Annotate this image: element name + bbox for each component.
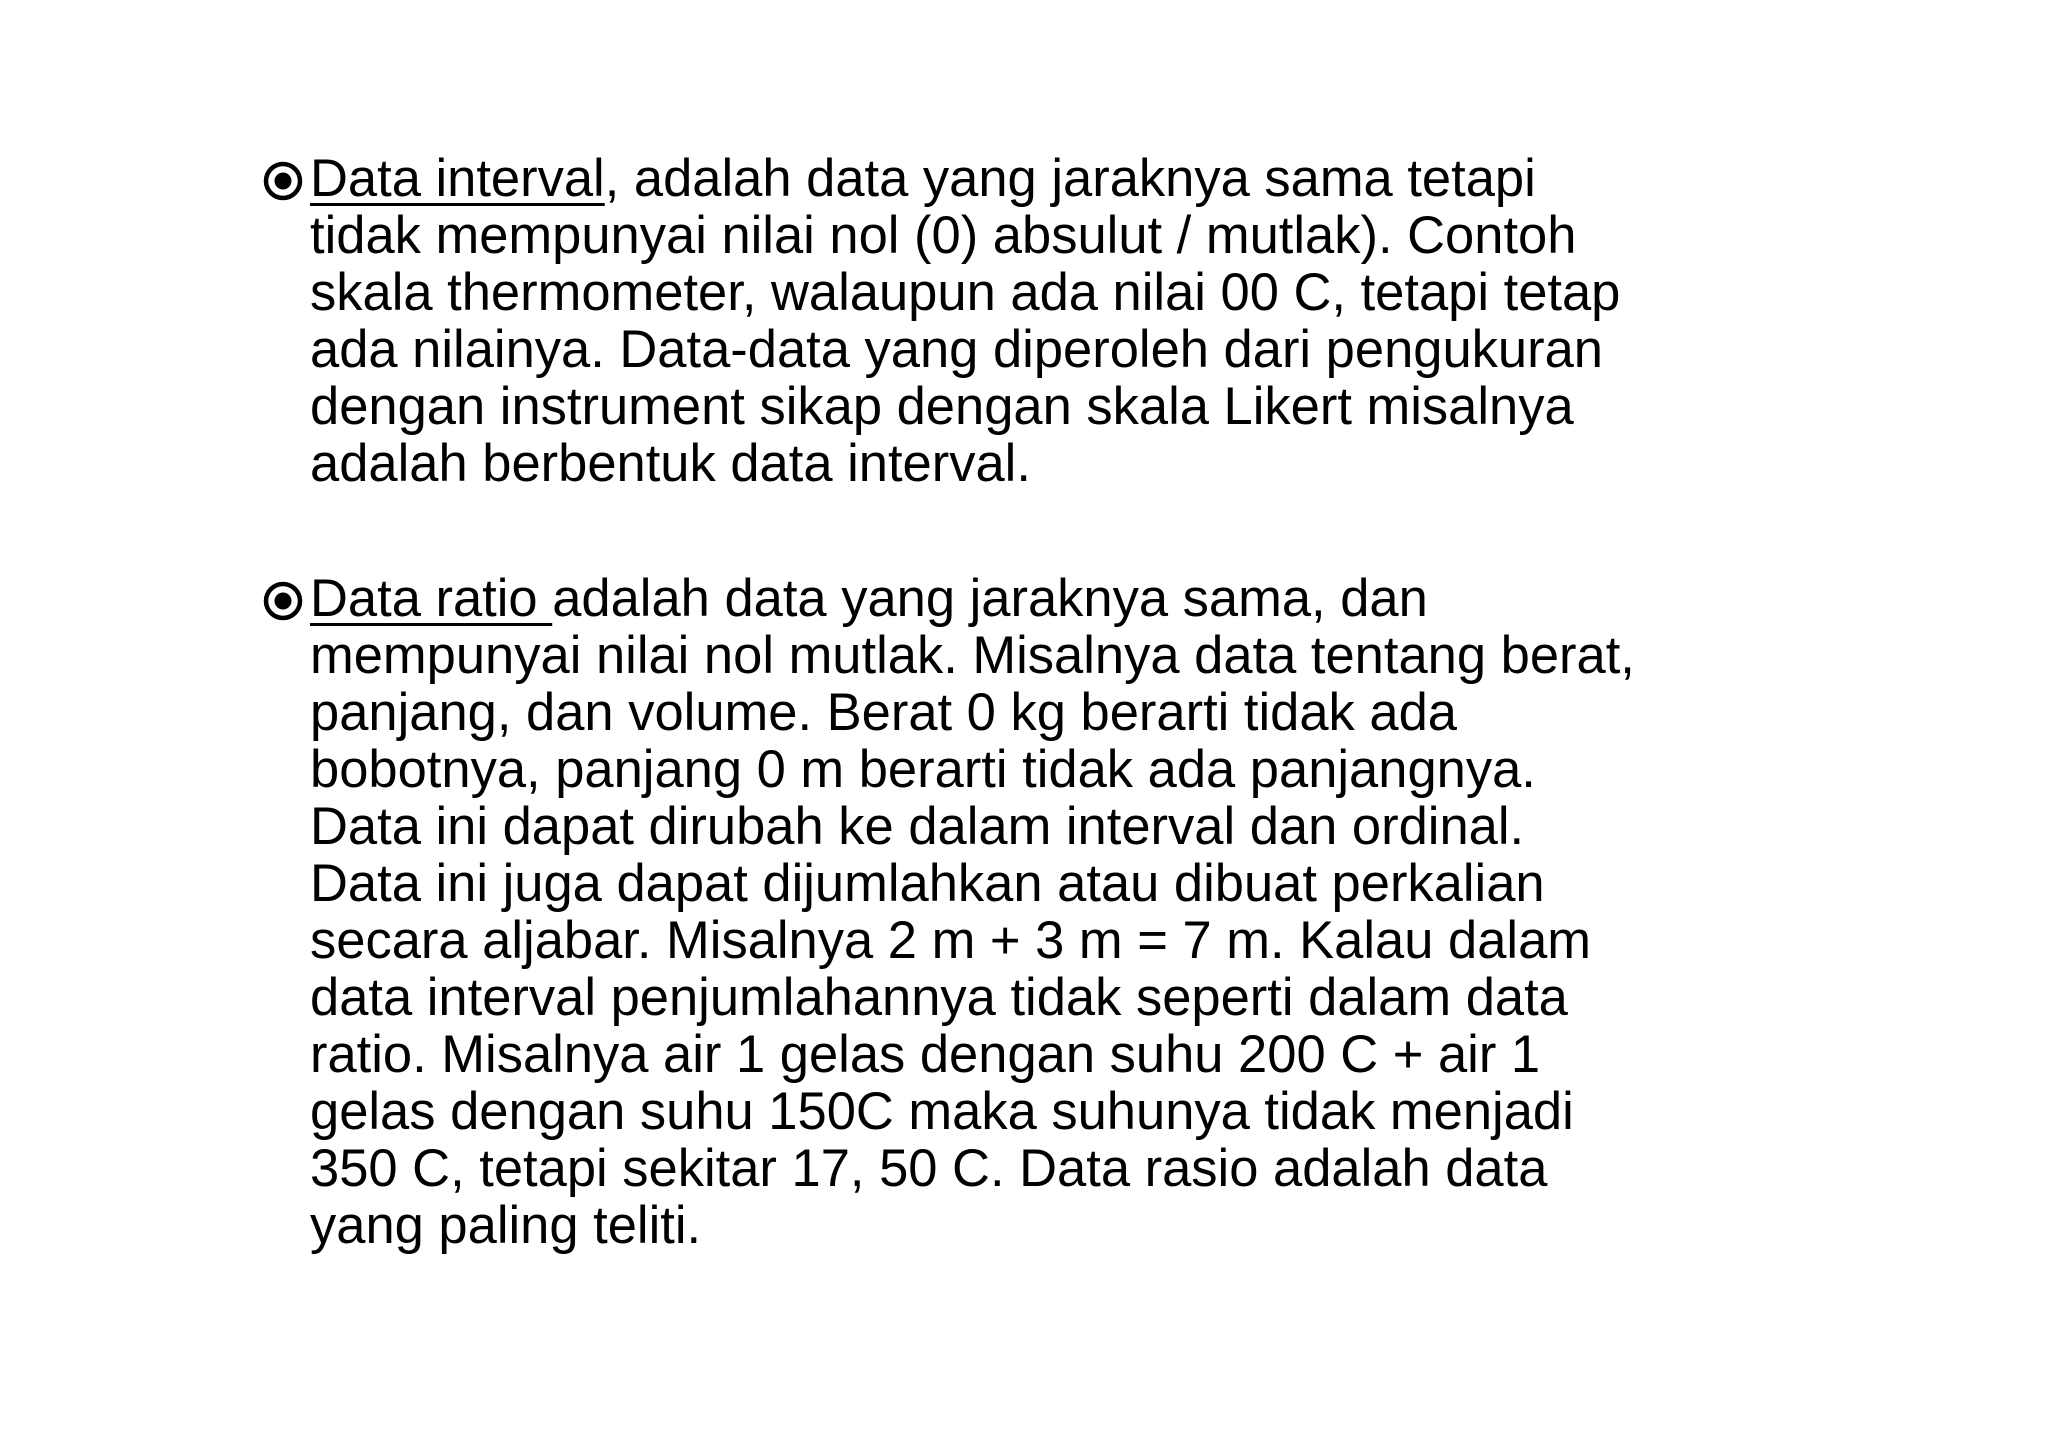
paragraph-line: yang paling teliti. [310, 1196, 702, 1255]
paragraph-line: mempunyai nilai nol mutlak. Misalnya data tentang berat, [310, 626, 1635, 685]
paragraph-line: gelas dengan suhu 150C maka suhunya tidak menjadi [310, 1082, 1574, 1141]
bullet-paragraph [310, 570, 1870, 1254]
paragraph-line: 350 C, tetapi sekitar 17, 50 C. Data rasio adalah data [310, 1139, 1548, 1198]
paragraph-line: bobotnya, panjang 0 m berarti tidak ada panjangnya. [310, 740, 1536, 799]
circle-dot-bullet-icon [262, 160, 304, 202]
circle-dot-bullet-icon [262, 580, 304, 622]
paragraph-line: Data ini juga dapat dijumlahkan atau dibuat perkalian [310, 854, 1545, 913]
paragraph-line: tidak mempunyai nilai nol (0) absulut / mutlak). Contoh [310, 206, 1577, 265]
term-data-ratio: Data ratio [310, 569, 553, 628]
paragraph-line [310, 570, 1870, 627]
paragraph-line: adalah berbentuk data interval. [310, 434, 1031, 493]
paragraph-line: skala thermometer, walaupun ada nilai 00 C, tetapi tetap [310, 263, 1621, 322]
paragraph-line: dengan instrument sikap dengan skala Likert misalnya [310, 377, 1574, 436]
paragraph-line: Data ini dapat dirubah ke dalam interval dan ordinal. [310, 797, 1525, 856]
line-text: adalah data yang jaraknya sama, dan [552, 569, 1428, 628]
line-text: , adalah data yang jaraknya sama tetapi [604, 149, 1536, 208]
paragraph-line: ratio. Misalnya air 1 gelas dengan suhu 200 C + air 1 [310, 1025, 1541, 1084]
paragraph-line: secara aljabar. Misalnya 2 m + 3 m = 7 m. Kalau dalam [310, 911, 1592, 970]
paragraph-line: ada nilainya. Data-data yang diperoleh dari pengukuran [310, 320, 1603, 379]
bullet-paragraph [310, 150, 1870, 492]
paragraph-line [310, 150, 1870, 207]
paragraph-line: data interval penjumlahannya tidak seperti dalam data [310, 968, 1568, 1027]
paragraph-line: panjang, dan volume. Berat 0 kg berarti tidak ada [310, 683, 1457, 742]
term-data-interval: Data interval [310, 149, 605, 208]
